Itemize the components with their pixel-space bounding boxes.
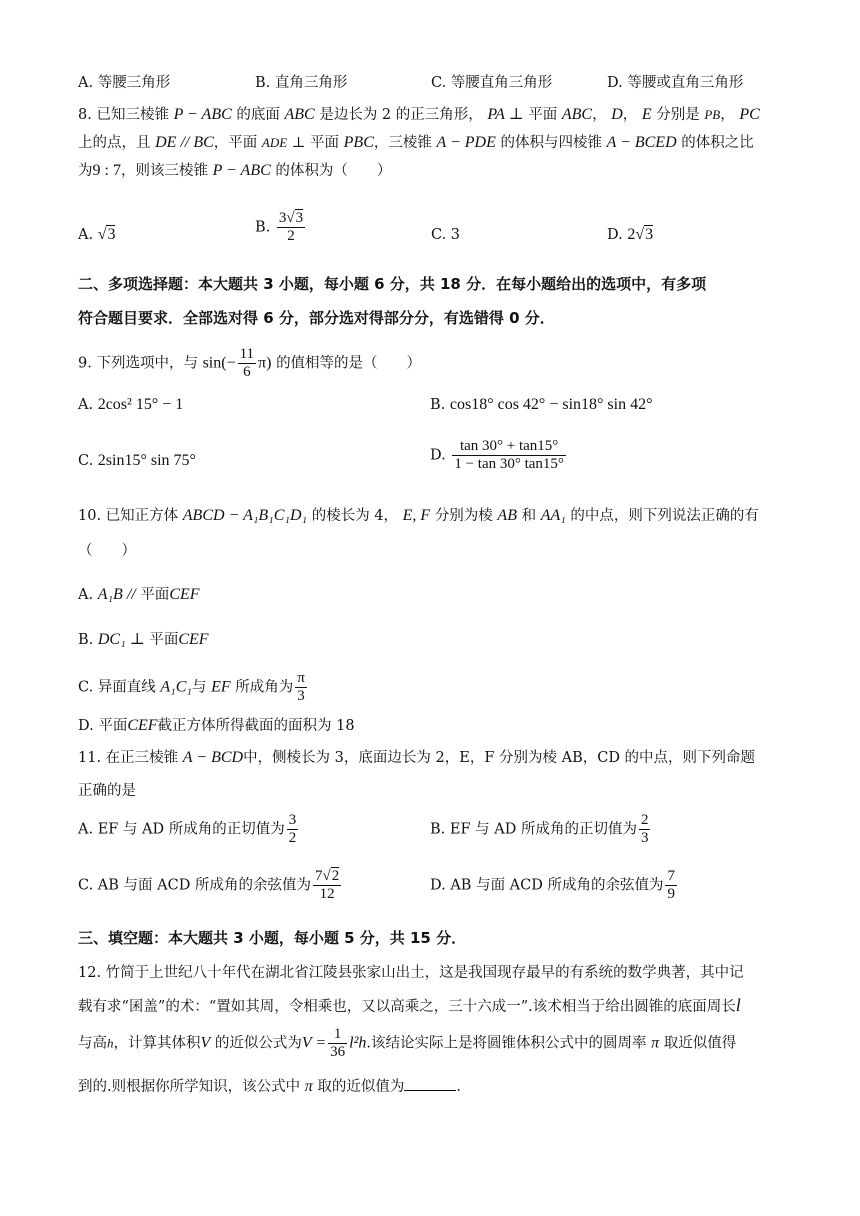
text: 10. 已知正方体 [78, 508, 179, 524]
math: AB [497, 507, 517, 524]
text: . [456, 1079, 461, 1095]
math: PBC [343, 134, 374, 151]
math: π) [258, 354, 272, 372]
math: ABC [284, 106, 315, 123]
q11-option-c: C. AB 与面 ACD 所成角的余弦值为 $\frac{7√2}{12}$ [78, 868, 340, 902]
math: A − BCED [606, 134, 677, 151]
text: ，平面 [213, 135, 258, 151]
math: A − PDE [436, 134, 496, 151]
q8-option-a: A. √3 [78, 226, 116, 243]
math: l [735, 995, 741, 1015]
q8-option-c: C. 3 [431, 227, 461, 243]
q8-stem-line3 [78, 160, 391, 182]
den: 12 [319, 886, 335, 902]
den: 3 [640, 830, 649, 846]
coef: 2 [627, 226, 636, 243]
math: EF [211, 678, 231, 696]
q10-option-b [78, 629, 209, 651]
den: 2 [287, 228, 295, 244]
q11-option-a [78, 812, 300, 847]
option-label: B. [78, 632, 94, 648]
math: PA ⊥ [487, 106, 524, 123]
option-label: A. [78, 587, 94, 603]
text: 截正方体所得截面的面积为 18 [157, 718, 355, 734]
text: 的体积与四棱锥 [500, 135, 602, 151]
q7-option-b: B. 直角三角形 [255, 75, 348, 91]
text: 分别是 [656, 107, 700, 123]
text: 为 [78, 163, 93, 179]
math: A − BCD [182, 749, 244, 766]
den: 3 [297, 688, 305, 704]
math: D [611, 106, 623, 123]
option-label: D. [430, 447, 446, 464]
den: 9 [667, 886, 675, 902]
text: 的体积为（ ） [275, 163, 392, 179]
coef: 7 [314, 868, 323, 884]
option-label: A. [78, 227, 94, 243]
option-label: C. [78, 453, 94, 469]
text: ，计算其体积 [113, 1035, 201, 1052]
text: 载有求“囷盖”的术：“置如其周，令相乘也，又以高乘之，三十六成一”.该术相当于给出圆锥的底面周长 [78, 999, 736, 1015]
text: D. 平面 [78, 718, 128, 734]
math: π [651, 1034, 660, 1052]
q12-line4 [78, 1076, 461, 1098]
text: A. EF 与 AD 所成角的正切值为 [78, 821, 285, 838]
math: 2cos² 15° − 1 [97, 396, 184, 413]
q9-stem [78, 346, 421, 381]
math: π [304, 1078, 313, 1095]
math: cos18° cos 42° − sin18° sin 42° [449, 396, 653, 413]
text: 取的近似值为 [317, 1079, 405, 1095]
num: 11 [239, 346, 255, 362]
text: 与 [191, 679, 207, 696]
den: 6 [243, 364, 251, 380]
num: tan 30° + tan15° [452, 438, 566, 456]
option-label: B. [430, 397, 446, 413]
den: 2 [288, 830, 297, 846]
math: P − ABC [173, 106, 232, 123]
q8-stem-line2 [78, 132, 754, 154]
text: B. EF 与 AD 所成角的正切值为 [430, 821, 637, 838]
text: 所成角为 [235, 679, 294, 696]
section2-heading-line2: 符合题目要求．全部选对得 6 分，部分选对得部分分，有选错得 0 分． [78, 309, 555, 327]
math: E, F [402, 507, 431, 524]
math: ABCD − A₁B₁C₁D₁ [182, 507, 308, 524]
math: E [641, 106, 652, 123]
text: 取近似值得 [663, 1035, 737, 1052]
text: 8. 已知三棱锥 [78, 107, 169, 123]
text: 9. 下列选项中，与 [78, 355, 198, 372]
text: 与高 [78, 1035, 107, 1052]
q7-option-a: A. 等腰三角形 [78, 75, 171, 91]
q9-option-a [78, 394, 183, 416]
q9-option-d [430, 438, 568, 473]
section3-heading: 三、填空题：本大题共 3 小题，每小题 5 分，共 15 分． [78, 929, 467, 947]
text: 分别为棱 [434, 508, 493, 524]
text: ， [592, 107, 607, 123]
q9-option-c [78, 450, 196, 472]
text: ⊥ 平面 [291, 135, 340, 151]
text: D. AB 与面 ACD 所成角的余弦值为 [430, 877, 664, 894]
q10-answer-paren: （ ） [78, 543, 136, 559]
math: l²h [349, 1034, 367, 1052]
num: π [297, 670, 305, 686]
math: ADE [261, 135, 288, 150]
q12-line2 [78, 994, 741, 1018]
q7-option-d: D. 等腰或直角三角形 [607, 75, 744, 91]
text: 上的点，且 [78, 135, 151, 151]
math: CEF [178, 631, 209, 648]
q11-option-d [430, 868, 679, 903]
q7-option-c: C. 等腰直角三角形 [431, 75, 553, 91]
math: h [107, 1035, 114, 1051]
math: DE // BC [155, 134, 214, 151]
option-label: B. [255, 219, 271, 236]
option-label: D. [607, 227, 623, 243]
option-label: A. [78, 397, 94, 413]
text: C. 异面直线 [78, 679, 156, 696]
radicand: 3 [645, 226, 654, 243]
math: 9 : 7 [92, 162, 121, 179]
answer-blank[interactable] [404, 1076, 456, 1091]
q10-stem [78, 505, 759, 527]
math: P − ABC [212, 162, 271, 179]
math: PC [739, 106, 760, 123]
q11-stem-line1 [78, 747, 755, 769]
math: A₁B // [97, 586, 136, 603]
text: 平面 [140, 587, 170, 603]
den: 1 − tan 30° tan15° [454, 456, 564, 472]
text: 的棱长为 4， [311, 508, 399, 524]
math: AA₁ [540, 507, 566, 524]
text: 的底面 [236, 107, 280, 123]
q10-option-a [78, 584, 200, 606]
text: 是边长为 2 的正三角形， [319, 107, 483, 123]
text: 到的.则根据你所学知识，该公式中 [78, 1079, 301, 1095]
text: 的体积之比 [681, 135, 754, 151]
section2-heading-line1: 二、多项选择题：本大题共 3 小题，每小题 6 分，共 18 分．在每小题给出的选项中，有多项 [78, 275, 707, 293]
text: ， [622, 107, 638, 123]
text: 的近似公式为 [214, 1035, 302, 1052]
coef: 3 [278, 210, 287, 226]
text: C. AB 与面 ACD 所成角的余弦值为 [78, 877, 311, 894]
math: DC₁ ⊥ [97, 631, 145, 648]
radicand: 3 [107, 226, 116, 243]
math: ABC [561, 106, 593, 123]
text: 11. 在正三棱锥 [78, 750, 179, 766]
math: CEF [127, 717, 158, 734]
q9-option-b [430, 394, 653, 416]
radicand: 2 [331, 868, 340, 884]
q10-option-d [78, 715, 355, 737]
num: 2 [640, 812, 649, 828]
math: V [200, 1034, 211, 1052]
math: A₁C₁ [160, 678, 192, 696]
text: ，三棱锥 [373, 135, 432, 151]
text: 平面 [149, 632, 179, 648]
q10-option-c [78, 670, 309, 705]
radicand: 3 [295, 210, 304, 226]
den: 36 [330, 1044, 346, 1060]
num: 7 [667, 868, 675, 884]
math: V = [301, 1034, 327, 1052]
text: 中，侧棱长为 3，底面边长为 2，E，F 分别为棱 AB，CD 的中点，则下列命题 [243, 750, 756, 766]
text: ，则该三棱锥 [120, 163, 208, 179]
math: sin(− [202, 354, 236, 372]
text: 的值相等的是（ ） [276, 355, 422, 372]
q11-stem-line2: 正确的是 [78, 783, 136, 799]
q12-line3 [78, 1026, 736, 1061]
text: 的中点，则下列说法正确的有 [570, 508, 759, 524]
q12-line1: 12. 竹简于上世纪八十年代在湖北省江陵县张家山出土，这是我国现存最早的有系统的数学典著，其中记 [78, 965, 744, 981]
q8-option-b: B. $\frac{3√3}{2}$ [255, 210, 304, 244]
q11-option-b [430, 812, 652, 847]
math: 2sin15° sin 75° [97, 452, 196, 469]
q8-option-d: D. 2√3 [607, 226, 654, 243]
text: 和 [521, 508, 537, 524]
text: 平面 [528, 107, 558, 123]
text: ， [720, 107, 735, 123]
q8-stem-line1 [78, 104, 760, 126]
math: PB [704, 107, 721, 122]
num: 3 [288, 812, 297, 828]
text: .该结论实际上是将圆锥体积公式中的圆周率 [366, 1035, 647, 1052]
math: CEF [169, 586, 200, 603]
num: 1 [328, 1026, 347, 1044]
